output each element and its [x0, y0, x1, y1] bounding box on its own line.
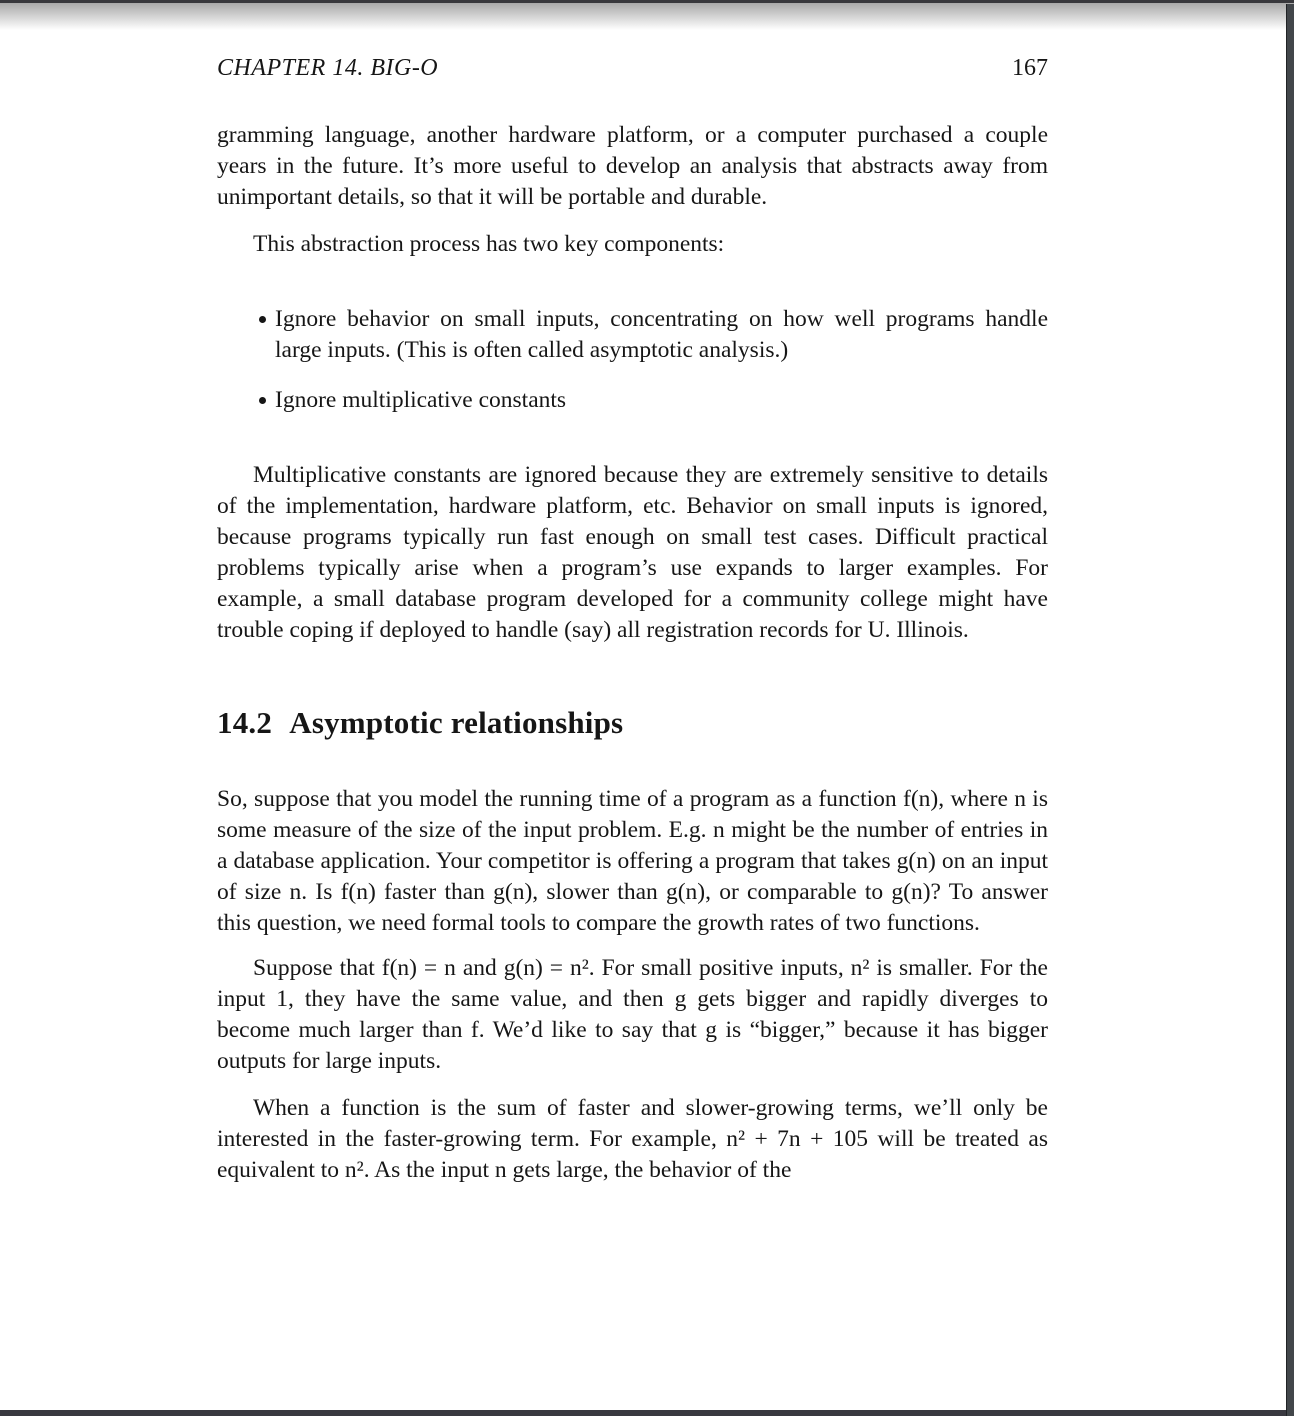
paragraph-constants-ignored: Multiplicative constants are ignored because they are extremely sensitive to details of the implementation, hardware platform, etc. Behavior on small inputs is ignored, because programs typically run fast enough on small test cases. Difficult practical problems typically arise when a program’s use expands to larger examples. For example, a small database program developed for a community college might have trouble coping if deployed to handle (say) all registration records for U. Illinois.: [217, 462, 1048, 643]
window-top-edge: [0, 0, 1294, 3]
page-content: [217, 0, 1048, 1186]
key-components-list: [217, 304, 1048, 416]
paragraph-abstraction-components: This abstraction process has two key components:: [253, 231, 725, 257]
paragraph-f-vs-g: Suppose that f(n) = n and g(n) = n². For small positive inputs, n² is smaller. For the input 1, they have the same value, and then g gets bigger and rapidly diverges to become much larger than f. We’d like to say that g is “bigger,” because it has bigger outputs for large inputs.: [217, 955, 1048, 1074]
section-number: 14.2: [217, 705, 273, 740]
paragraph-continuation: gramming language, another hardware platform, or a computer purchased a couple years in the future. It’s more useful to develop an analysis that abstracts away from unimportant details, so that it will be portable and durable.: [217, 122, 1048, 210]
running-header-chapter-title: CHAPTER 14. BIG-O: [217, 55, 439, 81]
running-header: [217, 53, 1048, 84]
list-item-multiplicative-constants: Ignore multiplicative constants: [275, 385, 1048, 416]
paragraph-faster-growing-term: When a function is the sum of faster and slower-growing terms, we’ll only be interested in the faster-growing term. For example, n² + 7n + 105 will be treated as equivalent to n². As the input n gets large, the behavior of the: [217, 1095, 1048, 1183]
paragraph-running-time-model: So, suppose that you model the running time of a program as a function f(n), where n is some measure of the size of the input problem. E.g. n might be the number of entries in a database application. Your competitor is offering a program that takes g(n) on an input of size n. Is f(n) faster than g(n), slower than g(n), or comparable to g(n)? To answer this question, we need formal tools to compare the growth rates of two functions.: [217, 786, 1048, 936]
page-number: 167: [1012, 55, 1048, 81]
scrollbar-track[interactable]: [1286, 4, 1294, 1416]
window-bottom-edge: [0, 1410, 1287, 1416]
section-title: Asymptotic relationships: [289, 705, 624, 740]
list-item-asymptotic-analysis: Ignore behavior on small inputs, concentrating on how well programs handle large inputs. (This is often called asymptotic analysis.): [275, 304, 1048, 366]
section-heading: [217, 703, 1048, 743]
page-top-shadow: [0, 3, 1294, 30]
